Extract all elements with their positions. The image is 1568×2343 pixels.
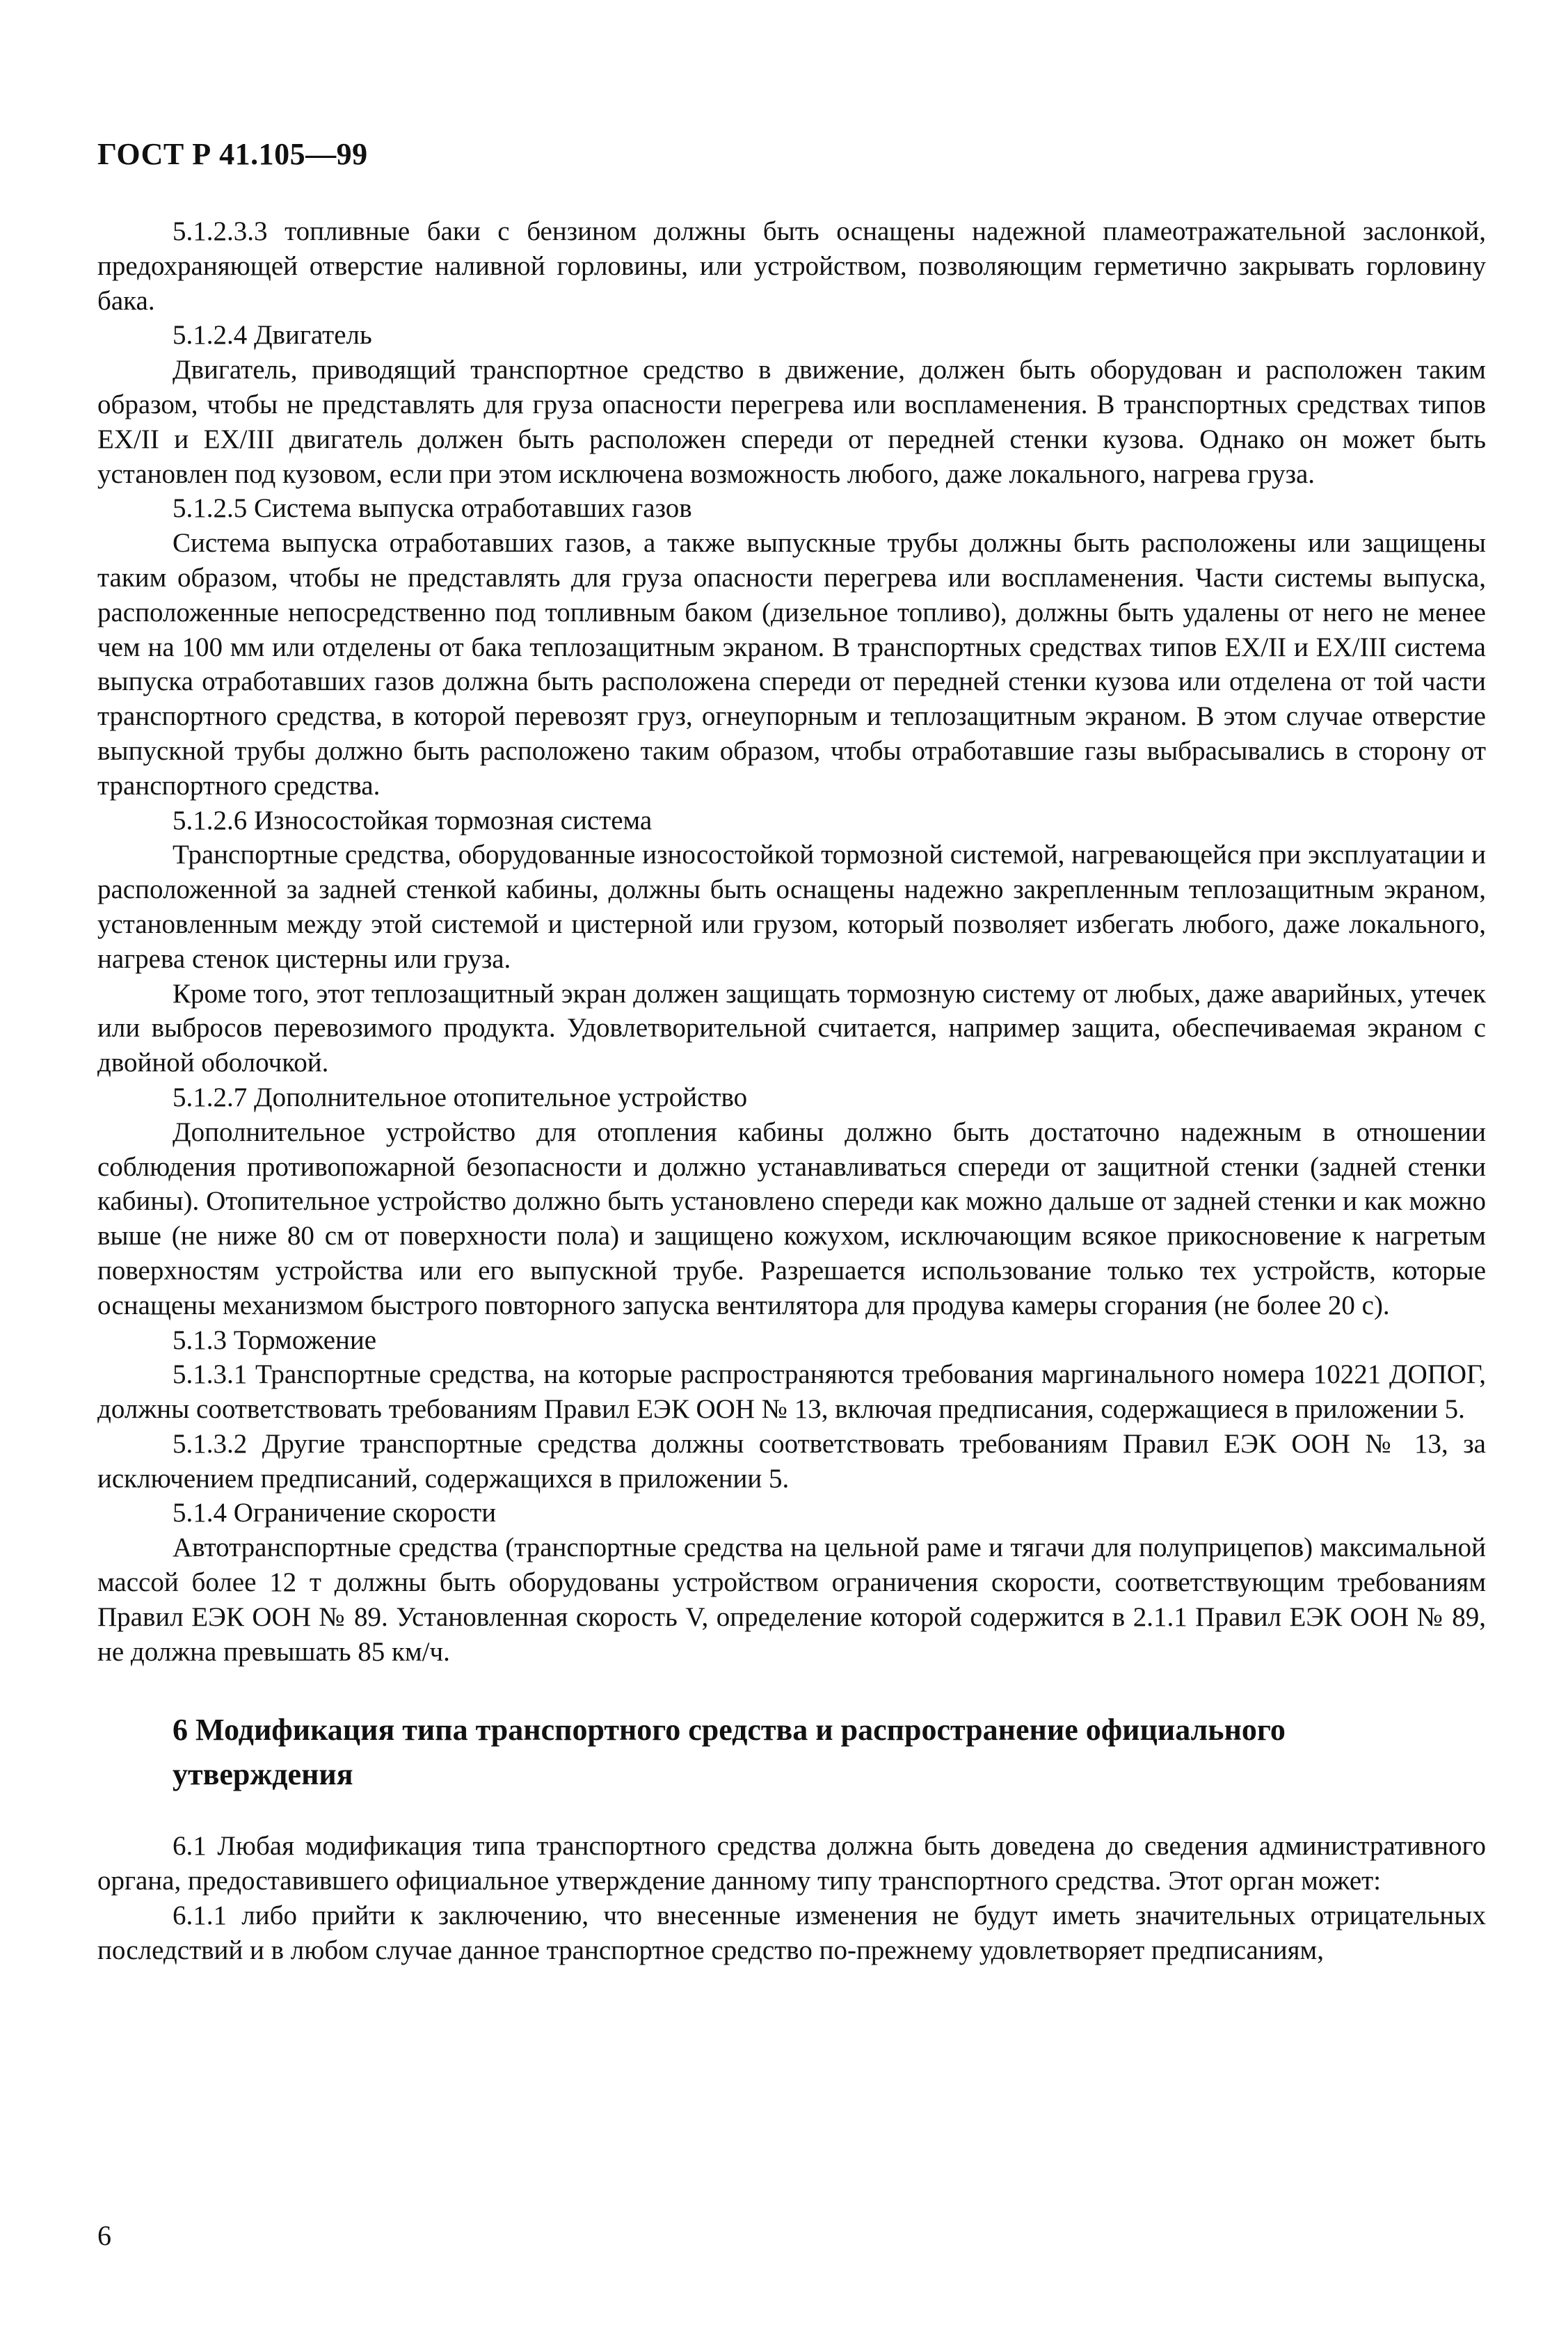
heading-5-1-2-7: 5.1.2.7 Дополнительное отопительное устройство [173,1082,748,1112]
document-body [97,214,1486,1968]
paragraph-5-1-3-1: 5.1.3.1 Транспортные средства, на которые распространяются требования маргинального номера 10221 ДОПОГ, должны соответствовать требованиям Правил ЕЭК ООН № 13, включая предписания, содержащиеся в приложении 5. [97,1359,1486,1425]
paragraph-5-1-2-3-3: 5.1.2.3.3 топливные баки с бензином должны быть оснащены надежной пламеотражательной заслонкой, предохраняющей отверстие наливной горловины, или устройством, позволяющим герметично закрывать горловину бака. [97,216,1486,316]
heading-5-1-2-5: 5.1.2.5 Система выпуска отработавших газов [173,493,692,524]
page-header-standard-number: ГОСТ Р 41.105—99 [97,137,368,171]
heading-5-1-3: 5.1.3 Торможение [173,1325,377,1355]
paragraph-speed-limitation: Автотранспортные средства (транспортные средства на цельной раме и тягачи для полуприцепов) максимальной массой более 12 т должны быть оборудованы устройством ограничения скорости, соответствующим требованиям Правил ЕЭК ООН № 89. Установленная скорость V, определение которой содержится в 2.1.1 Правил ЕЭК ООН № 89, не должна превышать 85 км/ч. [97,1533,1486,1667]
heading-5-1-4: 5.1.4 Ограничение скорости [173,1498,497,1528]
section-6-title: 6 Модификация типа транспортного средства и распространение официального утверждения [173,1713,1286,1792]
paragraph-heater: Дополнительное устройство для отопления кабины должно быть достаточно надежным в отношении соблюдения противопожарной безопасности и должно устанавливаться спереди от защитной стенки (задней стенки кабины). Отопительное устройство должно быть установлено спереди как можно дальше от задней стенки и как можно выше (не ниже 80 см от поверхности пола) и защищено кожухом, исключающим всякое прикосновение к нагретым поверхностям устройства или его выпускной трубе. Разрешается использование только тех устройств, которые оснащены механизмом быстрого повторного запуска вентилятора для продува камеры сгорания (не более 20 с). [97,1117,1486,1320]
paragraph-heat-shield: Кроме того, этот теплозащитный экран должен защищать тормозную систему от любых, даже аварийных, утечек или выбросов перевозимого продукта. Удовлетворительной считается, например защита, обеспечиваемая экраном с двойной оболочкой. [97,978,1486,1078]
page-number: 6 [97,2220,111,2251]
paragraph-endurance-brake: Транспортные средства, оборудованные износостойкой тормозной системой, нагревающейся при эксплуатации и расположенной за задней стенкой кабины, должны быть оснащены надежно закрепленным теплозащитным экраном, установленным между этой системой и цистерной или грузом, который позволяет избегать любого, даже локального, нагрева стенок цистерны или груза. [97,840,1486,974]
heading-5-1-2-4: 5.1.2.4 Двигатель [173,320,372,351]
heading-5-1-2-6: 5.1.2.6 Износостойкая тормозная система [173,805,653,835]
paragraph-6-1-1: 6.1.1 либо прийти к заключению, что внесенные изменения не будут иметь значительных отрицательных последствий и в любом случае данное транспортное средство по-прежнему удовлетворяет предписаниям, [97,1901,1486,1965]
paragraph-exhaust-system: Система выпуска отработавших газов, а также выпускные трубы должны быть расположены или защищены таким образом, чтобы не представлять для груза опасности перегрева или воспламенения. Части системы выпуска, расположенные непосредственно под топливным баком (дизельное топливо), должны быть удалены от него не менее чем на 100 мм или отделены от бака теплозащитным экраном. В транспортных средствах типов EX/II и EX/III система выпуска отработавших газов должна быть расположена спереди от передней стенки кузова или отделена от той части транспортного средства, в которой перевозят груз, огнеупорным и теплозащитным экраном. В этом случае отверстие выпускной трубы должно быть расположено таким образом, чтобы отработавшие газы выбрасывались в сторону от транспортного средства. [97,528,1486,801]
paragraph-6-1: 6.1 Любая модификация типа транспортного средства должна быть доведена до сведения административного органа, предоставившего официальное утверждение данному типу транспортного средства. Этот орган может: [97,1831,1486,1896]
paragraph-5-1-3-2: 5.1.3.2 Другие транспортные средства должны соответствовать требованиям Правил ЕЭК ООН № 13, за исключением предписаний, содержащихся в приложении 5. [97,1428,1486,1494]
paragraph-engine: Двигатель, приводящий транспортное средство в движение, должен быть оборудован и расположен таким образом, чтобы не представлять для груза опасности перегрева или воспламенения. В транспортных средствах типов EX/II и EX/III двигатель должен быть расположен спереди от передней стенки кузова. Однако он может быть установлен под кузовом, если при этом исключена возможность любого, даже локального, нагрева груза. [97,355,1486,489]
